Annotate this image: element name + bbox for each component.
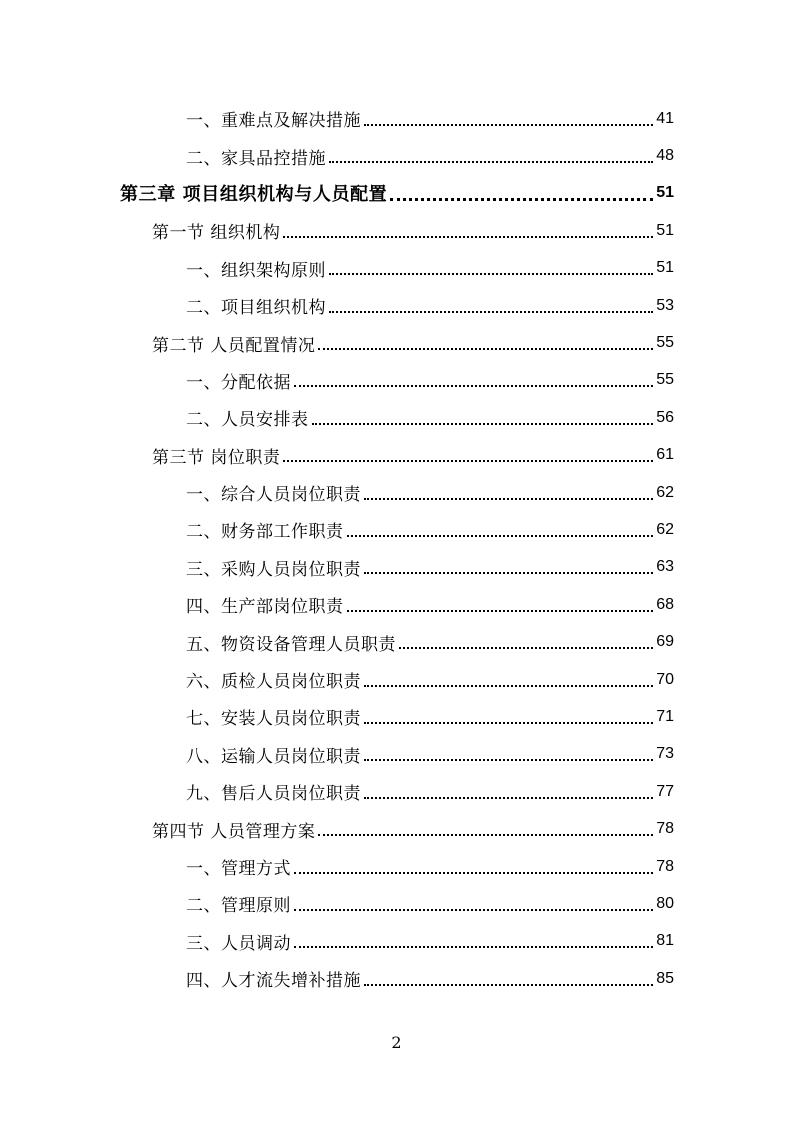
toc-entry-title: 七、安装人员岗位职责	[186, 709, 361, 730]
toc-section-title: 第四节 人员管理方案	[152, 821, 316, 842]
dot-leader	[283, 236, 653, 238]
dot-leader	[329, 311, 653, 313]
toc-entry-title: 四、人才流失增补措施	[186, 971, 361, 992]
toc-entry[interactable]	[0, 474, 793, 511]
toc-entry-page: 55	[656, 371, 674, 389]
dot-leader	[364, 685, 653, 687]
dot-leader	[318, 348, 653, 350]
toc-entry-page: 62	[656, 520, 674, 538]
toc-entry-page: 70	[656, 670, 674, 688]
toc-entry-page: 53	[656, 296, 674, 314]
dot-leader	[347, 610, 654, 612]
toc-section-title: 第一节 组织机构	[152, 223, 281, 244]
toc-entry[interactable]	[0, 549, 793, 586]
toc-entry-title: 一、综合人员岗位职责	[186, 485, 361, 506]
table-of-contents	[0, 100, 793, 997]
toc-entry-page: 61	[656, 446, 674, 464]
dot-leader	[329, 273, 653, 275]
toc-section-entry[interactable]	[0, 437, 793, 474]
dot-leader	[294, 946, 653, 948]
toc-entry-title: 一、分配依据	[186, 372, 291, 393]
toc-entry[interactable]	[0, 960, 793, 997]
toc-entry-title: 二、人员安排表	[186, 410, 309, 431]
toc-entry-title: 一、管理方式	[186, 859, 291, 879]
toc-entry-page: 56	[656, 408, 674, 426]
dot-leader	[318, 834, 653, 836]
toc-chapter-title: 第三章 项目组织机构与人员配置	[120, 184, 388, 206]
toc-entry[interactable]	[0, 511, 793, 548]
toc-section-entry[interactable]	[0, 324, 793, 361]
dot-leader	[364, 984, 653, 986]
toc-entry-title: 二、项目组织机构	[186, 298, 326, 319]
toc-entry-title: 五、物资设备管理人员职责	[186, 634, 396, 655]
dot-leader	[364, 498, 653, 500]
dot-leader	[294, 872, 653, 874]
toc-entry[interactable]	[0, 923, 793, 960]
toc-section-title: 第二节 人员配置情况	[152, 335, 316, 356]
dot-leader	[312, 423, 654, 425]
toc-entry-page: 85	[656, 969, 674, 987]
dot-leader	[329, 161, 653, 163]
toc-entry-page: 78	[656, 857, 674, 875]
dot-leader	[294, 909, 653, 911]
dot-leader	[364, 124, 653, 126]
toc-entry-page: 78	[656, 820, 674, 838]
toc-section-title: 第三节 岗位职责	[152, 447, 281, 468]
toc-entry-page: 51	[656, 221, 674, 239]
toc-entry-page: 51	[656, 184, 674, 202]
toc-entry-page: 71	[656, 707, 674, 725]
toc-entry-title: 二、财务部工作职责	[186, 522, 344, 543]
toc-entry[interactable]	[0, 773, 793, 810]
toc-entry-page: 41	[656, 109, 674, 127]
toc-entry-page: 73	[656, 745, 674, 763]
toc-entry-title: 三、采购人员岗位职责	[186, 559, 361, 580]
toc-entry-page: 68	[656, 595, 674, 613]
toc-entry-title: 三、人员调动	[186, 933, 291, 954]
toc-entry-title: 四、生产部岗位职责	[186, 597, 344, 618]
toc-entry-title: 一、组织架构原则	[186, 260, 326, 281]
toc-entry[interactable]	[0, 250, 793, 287]
toc-entry[interactable]	[0, 736, 793, 773]
toc-entry[interactable]	[0, 137, 793, 174]
toc-entry[interactable]	[0, 698, 793, 735]
dot-leader	[390, 198, 653, 201]
toc-entry-page: 63	[656, 558, 674, 576]
toc-entry-title: 二、家具品控措施	[186, 148, 326, 169]
toc-entry[interactable]	[0, 399, 793, 436]
toc-entry-page: 77	[656, 782, 674, 800]
toc-entry-title: 八、运输人员岗位职责	[186, 746, 361, 767]
toc-entry[interactable]	[0, 100, 793, 137]
page-number: 2	[391, 1033, 402, 1052]
toc-chapter-entry[interactable]	[0, 175, 793, 212]
toc-entry-title: 六、质检人员岗位职责	[186, 672, 361, 693]
dot-leader	[294, 385, 653, 387]
toc-entry-page: 69	[656, 633, 674, 651]
toc-entry-page: 55	[656, 334, 674, 352]
toc-entry[interactable]	[0, 586, 793, 623]
toc-entry[interactable]	[0, 362, 793, 399]
dot-leader	[283, 460, 653, 462]
toc-entry-title: 二、管理原则	[186, 896, 291, 917]
toc-entry-page: 51	[656, 259, 674, 277]
dot-leader	[364, 572, 653, 574]
dot-leader	[364, 759, 653, 761]
dot-leader	[364, 722, 653, 724]
toc-entry[interactable]	[0, 623, 793, 660]
toc-entry[interactable]	[0, 661, 793, 698]
toc-entry-page: 48	[656, 147, 674, 165]
toc-entry[interactable]	[0, 885, 793, 922]
toc-entry[interactable]	[0, 848, 793, 885]
toc-entry[interactable]	[0, 287, 793, 324]
dot-leader	[347, 535, 654, 537]
toc-entry-page: 81	[656, 932, 674, 950]
toc-section-entry[interactable]	[0, 212, 793, 249]
toc-entry-page: 80	[656, 894, 674, 912]
dot-leader	[399, 647, 653, 649]
toc-section-entry[interactable]	[0, 810, 793, 847]
toc-entry-page: 62	[656, 483, 674, 501]
dot-leader	[364, 797, 653, 799]
toc-entry-title: 九、售后人员岗位职责	[186, 784, 361, 805]
toc-entry-title: 一、重难点及解决措施	[186, 111, 361, 132]
